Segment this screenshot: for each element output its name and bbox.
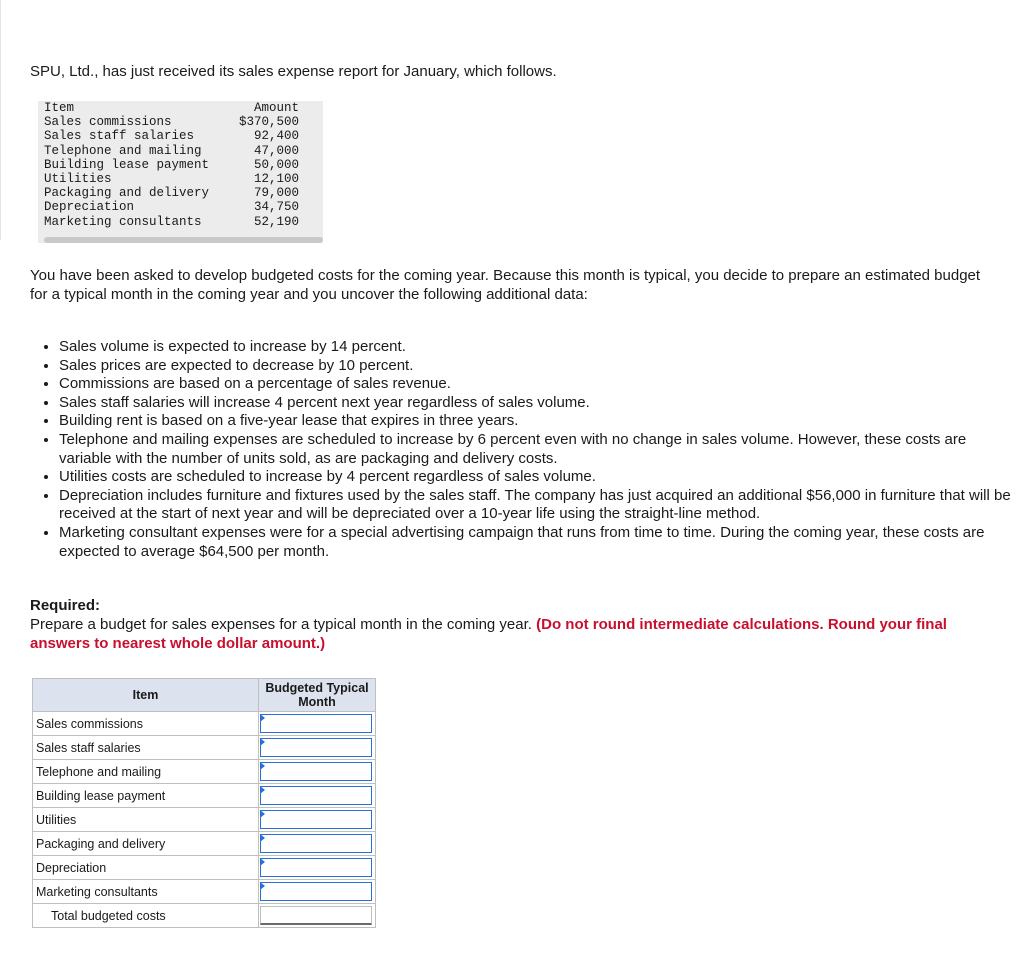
table-row xyxy=(33,760,376,784)
table-row xyxy=(33,736,376,760)
report-row-amount: 12,100 xyxy=(254,172,300,187)
sales-commissions-input[interactable] xyxy=(260,714,372,733)
additional-data-list xyxy=(30,338,1019,561)
budget-input-cell xyxy=(259,760,376,784)
report-row-item: Marketing consultants xyxy=(44,214,202,229)
report-row xyxy=(44,144,299,158)
report-row xyxy=(44,186,299,200)
answer-marker-icon xyxy=(260,810,265,818)
telephone-mailing-input[interactable] xyxy=(260,762,372,781)
table-row xyxy=(33,832,376,856)
required-text: Prepare a budget for sales expenses for a typical month in the coming year. xyxy=(30,616,532,633)
budget-row-label: Sales staff salaries xyxy=(33,736,259,760)
depreciation-input[interactable] xyxy=(260,858,372,877)
budget-table xyxy=(32,678,376,928)
answer-marker-icon xyxy=(260,714,265,722)
rounding-note: (Do not round intermediate calculations. Round your final answers to nearest whole dollar amount.) xyxy=(30,616,947,652)
budget-row-label: Sales commissions xyxy=(33,712,259,736)
budget-row-label: Building lease payment xyxy=(33,784,259,808)
report-table xyxy=(44,101,299,229)
budget-row-label: Packaging and delivery xyxy=(33,832,259,856)
budget-header-row xyxy=(33,679,376,712)
budget-total-cell xyxy=(259,904,376,928)
report-row-item: Sales commissions xyxy=(44,115,172,130)
list-item: • Sales volume is expected to increase by 14 percent. xyxy=(59,338,1019,357)
report-header-row xyxy=(44,101,299,115)
sales-staff-salaries-input[interactable] xyxy=(260,738,372,757)
answer-marker-icon xyxy=(260,762,265,770)
report-row-item: Sales staff salaries xyxy=(44,129,195,144)
report-row xyxy=(44,158,299,172)
budget-input-cell xyxy=(259,880,376,904)
list-item: • Building rent is based on a five-year lease that expires in three years. xyxy=(59,412,1019,431)
budget-row-label: Utilities xyxy=(33,808,259,832)
report-row-amount: 47,000 xyxy=(254,143,300,158)
report-row xyxy=(44,115,299,129)
report-row-item: Building lease payment xyxy=(44,157,210,172)
context-paragraph: You have been asked to develop budgeted costs for the coming year. Because this month is typical, you decide to prepare an estimated budget for a typical month in the coming year and you uncover the following additional data: xyxy=(30,267,981,303)
report-header-amount: Amount xyxy=(254,101,300,115)
report-row-amount: 52,190 xyxy=(254,214,300,229)
report-row-amount: $370,500 xyxy=(239,115,300,130)
report-horizontal-scrollbar[interactable] xyxy=(44,237,323,243)
list-item: • Marketing consultant expenses were for a special advertising campaign that runs from time to time. During the coming year, these costs are expected to average $64,500 per month. xyxy=(59,524,1019,561)
list-item: • Sales prices are expected to decrease by 10 percent. xyxy=(59,357,1019,376)
table-row xyxy=(33,880,376,904)
budget-header-value: Budgeted Typical Month xyxy=(259,679,376,712)
table-row xyxy=(33,712,376,736)
budget-total-row xyxy=(33,904,376,928)
packaging-delivery-input[interactable] xyxy=(260,834,372,853)
list-item: • Telephone and mailing expenses are scheduled to increase by 6 percent even with no change in sales volume. However, these costs are variable with the number of units sold, as are packaging and delivery costs. xyxy=(59,431,1019,468)
intro-text: SPU, Ltd., has just received its sales expense report for January, which follows. xyxy=(30,63,557,80)
answer-marker-icon xyxy=(260,882,265,890)
list-item: • Sales staff salaries will increase 4 percent next year regardless of sales volume. xyxy=(59,394,1019,413)
utilities-input[interactable] xyxy=(260,810,372,829)
report-row-item: Packaging and delivery xyxy=(44,186,210,201)
report-row xyxy=(44,215,299,229)
list-item: • Commissions are based on a percentage of sales revenue. xyxy=(59,375,1019,394)
report-row-item: Telephone and mailing xyxy=(44,143,202,158)
budget-header-item: Item xyxy=(33,679,259,712)
building-lease-input[interactable] xyxy=(260,786,372,805)
answer-marker-icon xyxy=(260,738,265,746)
report-row-item: Depreciation xyxy=(44,200,135,215)
budget-row-label: Depreciation xyxy=(33,856,259,880)
report-row-item: Utilities xyxy=(44,172,112,187)
table-row xyxy=(33,808,376,832)
report-row xyxy=(44,200,299,214)
budget-input-cell xyxy=(259,736,376,760)
required-heading: Required: xyxy=(30,597,101,614)
left-edge-rule xyxy=(0,0,1,240)
budget-input-cell xyxy=(259,712,376,736)
answer-marker-icon xyxy=(260,786,265,794)
budget-input-cell xyxy=(259,832,376,856)
list-item: • Utilities costs are scheduled to increase by 4 percent regardless of sales volume. xyxy=(59,468,1019,487)
sales-expense-report xyxy=(38,101,323,243)
report-row xyxy=(44,129,299,143)
total-label: Total budgeted costs xyxy=(33,904,259,928)
report-row-amount: 50,000 xyxy=(254,157,300,172)
budget-input-cell xyxy=(259,856,376,880)
budget-row-label: Marketing consultants xyxy=(33,880,259,904)
budget-row-label: Telephone and mailing xyxy=(33,760,259,784)
list-item: • Depreciation includes furniture and fixtures used by the sales staff. The company has just acquired an additional $56,000 in furniture that will be received at the start of next year and will be depreciated over a 10-year life using the straight-line method. xyxy=(59,487,1019,524)
report-header-item: Item xyxy=(44,101,75,115)
marketing-consultants-input[interactable] xyxy=(260,882,372,901)
budget-input-cell xyxy=(259,808,376,832)
answer-marker-icon xyxy=(260,858,265,866)
report-row-amount: 92,400 xyxy=(254,129,300,144)
total-budgeted-costs-input[interactable] xyxy=(260,906,372,925)
report-row-amount: 34,750 xyxy=(254,200,300,215)
table-row xyxy=(33,784,376,808)
report-row-amount: 79,000 xyxy=(254,186,300,201)
table-row xyxy=(33,856,376,880)
report-row xyxy=(44,172,299,186)
budget-input-cell xyxy=(259,784,376,808)
answer-marker-icon xyxy=(260,834,265,842)
required-instructions xyxy=(30,615,960,653)
